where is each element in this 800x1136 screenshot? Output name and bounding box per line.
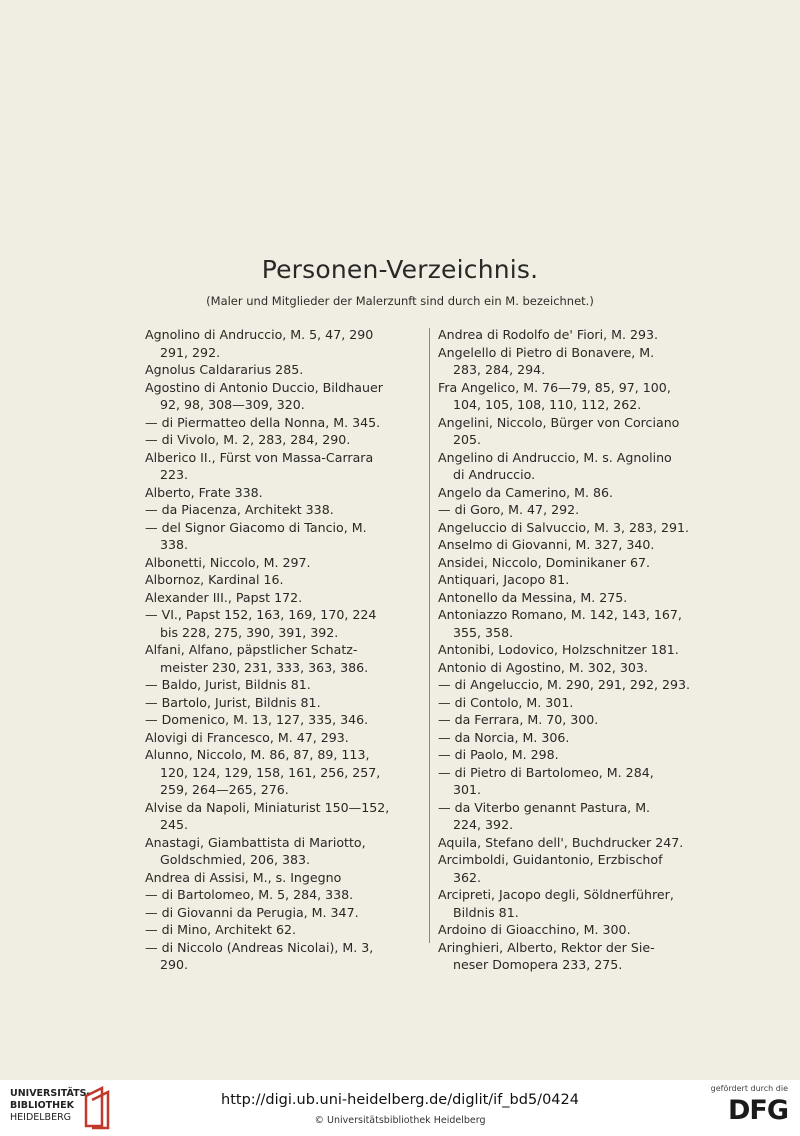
- index-line: Antoniazzo Romano, M. 142, 143, 167,: [438, 607, 682, 622]
- permalink-url[interactable]: http://digi.ub.uni-heidelberg.de/diglit/if_bd5/0424: [221, 1092, 579, 1108]
- index-line: — Domenico, M. 13, 127, 335, 346.: [145, 712, 369, 727]
- index-line: — di Giovanni da Perugia, M. 347.: [145, 904, 359, 920]
- index-column-left: [145, 326, 423, 974]
- index-line: Antiquari, Jacopo 81.: [438, 572, 570, 587]
- index-line: 355, 358.: [453, 624, 514, 640]
- index-line: Angelo da Camerino, M. 86.: [438, 484, 614, 500]
- library-line-1: UNIVERSITÄTS-: [10, 1088, 91, 1099]
- index-line: Angelino di Andruccio, M. s. Agnolino: [438, 449, 672, 465]
- index-line: — da Piacenza, Architekt 338.: [145, 502, 334, 517]
- index-line: 205.: [453, 432, 482, 447]
- index-line: — di Bartolomeo, M. 5, 284, 338.: [145, 887, 354, 902]
- index-line: Bildnis 81.: [453, 904, 519, 920]
- copyright-text: © Universitätsbibliothek Heidelberg: [314, 1115, 486, 1126]
- index-line: Andrea di Assisi, M., s. Ingegno: [145, 869, 342, 885]
- dfg-logo: DFG: [727, 1095, 788, 1126]
- index-line: Agnolino di Andruccio, M. 5, 47, 290: [145, 327, 374, 342]
- index-line: Albonetti, Niccolo, M. 297.: [145, 554, 311, 570]
- index-line: Andrea di Rodolfo de' Fiori, M. 293.: [438, 327, 659, 342]
- index-line: Arcimboldi, Guidantonio, Erzbischof: [438, 852, 663, 867]
- index-line: 224, 392.: [453, 817, 514, 832]
- index-line: — Bartolo, Jurist, Bildnis 81.: [145, 694, 321, 710]
- index-line: Aringhieri, Alberto, Rektor der Sie-: [438, 939, 655, 955]
- index-line: Angelini, Niccolo, Bürger von Corciano: [438, 414, 680, 430]
- index-column-right: [438, 326, 712, 974]
- index-line: Ansidei, Niccolo, Dominikaner 67.: [438, 554, 650, 570]
- index-line: — da Norcia, M. 306.: [438, 729, 570, 745]
- index-line: — Baldo, Jurist, Bildnis 81.: [145, 677, 311, 692]
- index-line: Alovigi di Francesco, M. 47, 293.: [145, 729, 349, 745]
- library-line-2: BIBLIOTHEK: [10, 1100, 74, 1111]
- column-divider: [429, 328, 430, 943]
- index-line: Agostino di Antonio Duccio, Bildhauer: [145, 379, 383, 395]
- index-line: — di Mino, Architekt 62.: [145, 922, 297, 937]
- index-line: — di Goro, M. 47, 292.: [438, 502, 580, 517]
- index-line: bis 228, 275, 390, 391, 392.: [160, 624, 339, 640]
- index-line: Aquila, Stefano dell', Buchdrucker 247.: [438, 834, 684, 850]
- index-line: Albornoz, Kardinal 16.: [145, 572, 284, 587]
- index-line: 259, 264—265, 276.: [160, 782, 289, 797]
- index-line: Anastagi, Giambattista di Mariotto,: [145, 834, 366, 850]
- funded-by-text: gefördert durch die: [710, 1084, 788, 1093]
- index-line: Alberico II., Fürst von Massa-Carrara: [145, 449, 374, 465]
- index-line: — del Signor Giacomo di Tancio, M.: [145, 519, 367, 535]
- index-line: Agnolus Caldararius 285.: [145, 362, 304, 377]
- index-line: — di Angeluccio, M. 290, 291, 292, 293.: [438, 677, 691, 692]
- index-line: Goldschmied, 206, 383.: [160, 852, 311, 867]
- index-line: Antonibi, Lodovico, Holzschnitzer 181.: [438, 642, 679, 657]
- index-line: 301.: [453, 782, 482, 797]
- index-line: — di Piermatteo della Nonna, M. 345.: [145, 414, 381, 430]
- footer-bar: [0, 1080, 800, 1136]
- index-line: Ardoino di Gioacchino, M. 300.: [438, 922, 631, 937]
- index-line: Arcipreti, Jacopo degli, Söldnerführer,: [438, 887, 674, 902]
- index-line: 290.: [160, 957, 189, 972]
- index-line: — di Vivolo, M. 2, 283, 284, 290.: [145, 432, 351, 447]
- index-line: — di Niccolo (Andreas Nicolai), M. 3,: [145, 939, 374, 955]
- index-line: — di Pietro di Bartolomeo, M. 284,: [438, 764, 654, 780]
- index-line: — di Paolo, M. 298.: [438, 747, 559, 762]
- index-line: di Andruccio.: [453, 467, 536, 482]
- library-line-3: HEIDELBERG: [10, 1112, 72, 1123]
- index-line: Alunno, Niccolo, M. 86, 87, 89, 113,: [145, 747, 370, 762]
- index-line: Antonio di Agostino, M. 302, 303.: [438, 659, 648, 675]
- page-subtitle: (Maler und Mitglieder der Malerzunft sind durch ein M. bezeichnet.): [206, 294, 594, 308]
- index-line: 245.: [160, 817, 189, 832]
- index-line: Anselmo di Giovanni, M. 327, 340.: [438, 537, 655, 552]
- index-line: Antonello da Messina, M. 275.: [438, 589, 628, 605]
- index-line: Alvise da Napoli, Miniaturist 150—152,: [145, 799, 390, 815]
- index-line: Fra Angelico, M. 76—79, 85, 97, 100,: [438, 379, 671, 395]
- index-line: 338.: [160, 537, 189, 552]
- index-line: neser Domopera 233, 275.: [453, 957, 623, 972]
- index-line: Angeluccio di Salvuccio, M. 3, 283, 291.: [438, 519, 690, 535]
- index-line: meister 230, 231, 333, 363, 386.: [160, 659, 369, 675]
- index-line: 104, 105, 108, 110, 112, 262.: [453, 397, 642, 412]
- index-line: 223.: [160, 467, 189, 482]
- index-line: 283, 284, 294.: [453, 362, 546, 377]
- index-line: — da Viterbo genannt Pastura, M.: [438, 799, 651, 815]
- index-line: 362.: [453, 869, 482, 885]
- index-line: — da Ferrara, M. 70, 300.: [438, 712, 599, 727]
- page-title: Personen-Verzeichnis.: [261, 255, 539, 284]
- index-line: Alexander III., Papst 172.: [145, 589, 303, 605]
- index-line: — di Contolo, M. 301.: [438, 694, 574, 710]
- index-line: 120, 124, 129, 158, 161, 256, 257,: [160, 764, 381, 780]
- index-line: 291, 292.: [160, 344, 221, 360]
- index-line: 92, 98, 308—309, 320.: [160, 397, 305, 412]
- index-line: Alberto, Frate 338.: [145, 484, 263, 500]
- index-line: Alfani, Alfano, päpstlicher Schatz-: [145, 642, 358, 657]
- index-line: Angelello di Pietro di Bonavere, M.: [438, 344, 655, 360]
- index-line: — VI., Papst 152, 163, 169, 170, 224: [145, 607, 377, 622]
